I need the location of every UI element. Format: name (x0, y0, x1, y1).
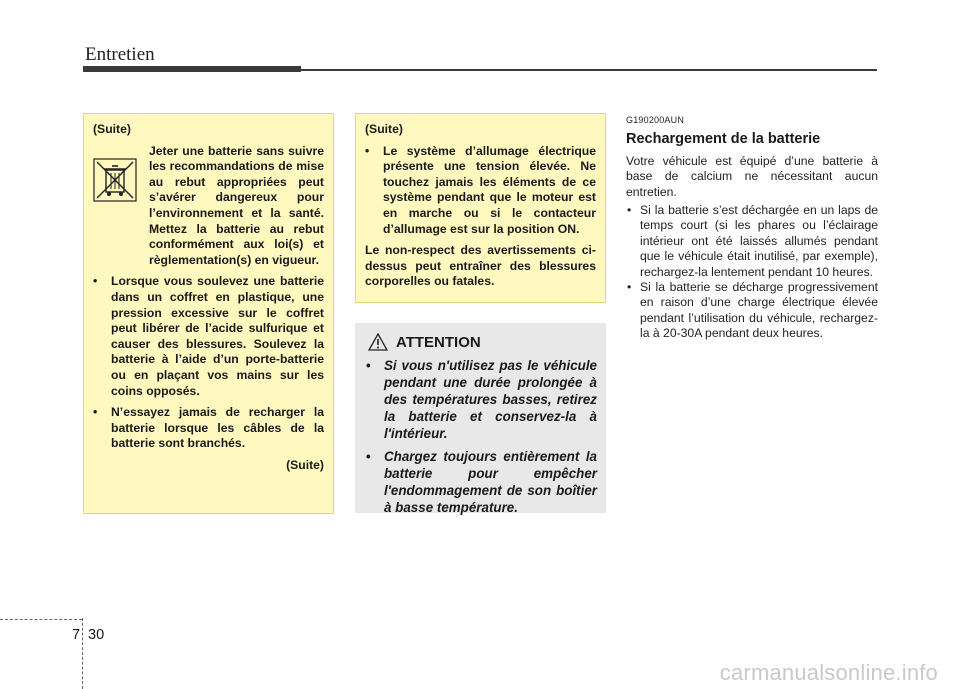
warning-box-middle (355, 113, 606, 303)
chapter-number: 7 (72, 627, 81, 643)
suite-label-top: (Suite) (365, 122, 403, 136)
attention-box (355, 323, 606, 513)
attention-heading (368, 333, 597, 351)
footer-rule-vertical (82, 618, 83, 689)
list-item: • N’essayez jamais de recharger la batterie lorsque les câbles de la batterie sont branchés. (93, 405, 324, 452)
page-number: 30 (88, 627, 105, 643)
recharging-list (626, 203, 878, 342)
recharging-section (626, 113, 878, 342)
section-title: Rechargement de la batterie (626, 131, 821, 148)
section-code: G190200AUN (626, 115, 685, 125)
list-item: • Si la batterie se décharge progressivement en raison d’une charge électrique élevée pendant l’utilisation du véhicule, rechargez-la à 20-30A pendant deux heures. (626, 280, 878, 342)
left-warning-list (93, 274, 324, 452)
header-rule-thin (301, 69, 877, 71)
suite-label-top: (Suite) (93, 122, 131, 136)
middle-warning-list (365, 144, 596, 238)
recycle-warning-text: Jeter une batterie sans suivre les recommandations de mise au rebut appropriées peut s’avérer dangereux pour l’environnement et la santé. Mettez la batterie au rebut conformément aux loi(s) et règlementation(s) en vigueur. (149, 143, 324, 267)
attention-title: ATTENTION (396, 333, 481, 351)
warning-box-left (83, 113, 334, 514)
list-item: • Chargez toujours entièrement la batterie pour empêcher l'endommagement de son boîtier à basse température. (364, 448, 597, 516)
suite-label-bottom: (Suite) (286, 457, 324, 472)
footer-rule-horizontal (0, 619, 82, 620)
page-header-title: Entretien (85, 44, 155, 65)
attention-list (364, 357, 597, 516)
list-item: • Lorsque vous soulevez une batterie dans un coffret en plastique, une pression excessive sur le coffret peut libérer de l’acide sulfurique et causer des blessures. Soulevez la batterie à l’aide d’un porte-batterie ou en plaçant vos mains sur les coins opposés. (93, 274, 324, 399)
warning-consequence-text: Le non-respect des avertissements ci-dessus peut entraîner des blessures corporelles ou fatales. (365, 243, 596, 289)
crossed-bin-icon (93, 158, 137, 202)
recycle-block (93, 144, 324, 269)
list-item: • Si vous n'utilisez pas le véhicule pendant une durée prolongée à des températures basses, retirez la batterie et conservez-la à l'intérieur. (364, 357, 597, 442)
list-item: • Le système d’allumage électrique présente une tension élevée. Ne touchez jamais les éléments de ce système pendant que le moteur est en marche ou si le contacteur d’allumage est sur la position ON. (365, 144, 596, 238)
list-item: • Si la batterie s’est déchargée en un laps de temps court (si les phares ou l’éclairage intérieur ont été laissés allumés pendant que le véhicule était inutilisé, par exemple), rechargez-la lentement pendant 10 heures. (626, 203, 878, 280)
header-rule-thick (83, 66, 301, 72)
warning-triangle-icon (368, 333, 388, 351)
watermark: carmanualsonline.info (719, 660, 938, 685)
section-intro: Votre véhicule est équipé d’une batterie à base de calcium ne nécessitant aucun entretien. (626, 153, 878, 199)
